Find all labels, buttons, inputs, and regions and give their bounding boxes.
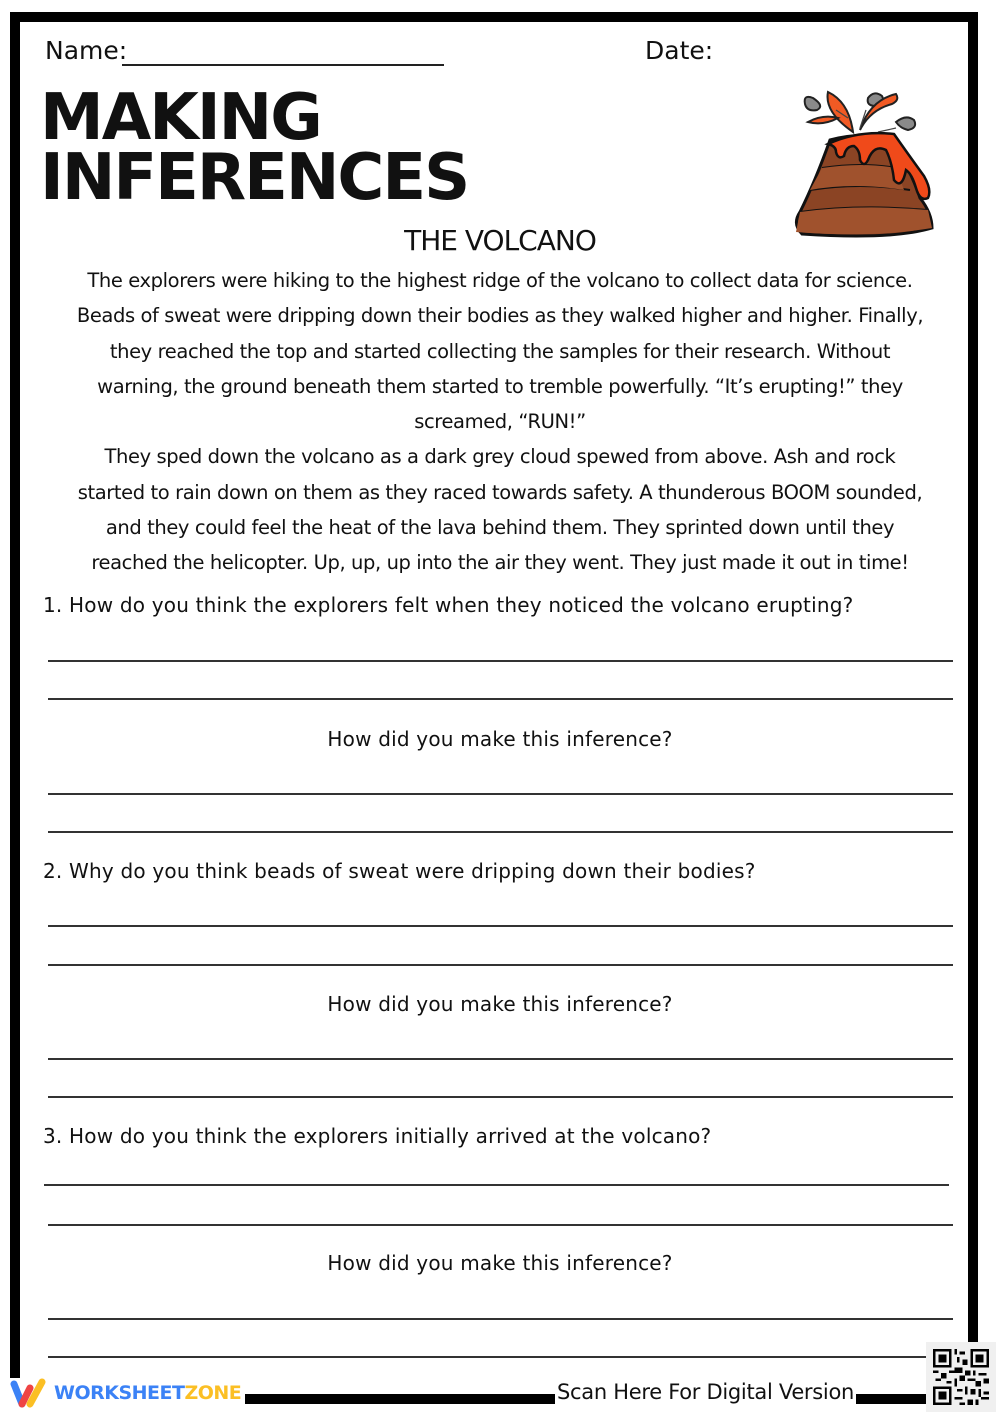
story-line: they reached the top and started collecting the samples for their research. Without	[109, 339, 891, 363]
date-label: Date:	[645, 36, 714, 65]
answer-line-3c[interactable]	[48, 1318, 953, 1320]
question-2: 2. Why do you think beads of sweat were dripping down their bodies?	[43, 859, 756, 883]
volcano-icon	[778, 80, 968, 240]
answer-line-2c[interactable]	[48, 1058, 953, 1060]
answer-line-3d[interactable]	[48, 1356, 928, 1358]
answer-line-2d[interactable]	[48, 1096, 953, 1098]
logo-mark-icon	[10, 1378, 50, 1408]
story-line: screamed, “RUN!”	[414, 410, 586, 434]
follow-up-2: How did you make this inference?	[327, 992, 673, 1016]
name-label: Name:	[45, 36, 128, 65]
answer-line-1a[interactable]	[48, 660, 953, 662]
follow-up-1: How did you make this inference?	[327, 727, 673, 751]
story-line: started to rain down on them as they raced towards safety. A thunderous BOOM sounded,	[77, 480, 923, 504]
story-line: They sped down the volcano as a dark grey cloud spewed from above. Ash and rock	[104, 445, 896, 469]
story-line: and they could feel the heat of the lava behind them. They sprinted down until they	[105, 516, 895, 540]
logo-text: WORKSHEETZONE	[54, 1382, 242, 1404]
answer-line-2b[interactable]	[48, 964, 953, 966]
story-line: Beads of sweat were dripping down their bodies as they walked higher and higher. Finally,	[76, 304, 924, 328]
story-line: warning, the ground beneath them started to tremble powerfully. “It’s erupting!” they	[97, 374, 903, 398]
story-text	[38, 263, 962, 581]
answer-line-1b[interactable]	[48, 698, 953, 700]
scan-text: Scan Here For Digital Version	[557, 1380, 855, 1404]
answer-line-3b[interactable]	[48, 1224, 953, 1226]
follow-up-3: How did you make this inference?	[327, 1251, 673, 1275]
question-1: 1. How do you think the explorers felt when they noticed the volcano erupting?	[43, 593, 854, 617]
answer-line-1c[interactable]	[48, 793, 953, 795]
story-line: The explorers were hiking to the highest ridge of the volcano to collect data for science.	[87, 269, 913, 292]
name-field[interactable]	[122, 64, 444, 66]
question-3: 3. How do you think the explorers initially arrived at the volcano?	[43, 1124, 712, 1148]
answer-line-3a[interactable]	[44, 1184, 949, 1186]
qr-code-icon[interactable]	[926, 1342, 996, 1412]
page-title	[40, 81, 469, 215]
title-line-1: MAKING	[40, 81, 321, 155]
title-line-2: INFERENCES	[40, 141, 469, 215]
answer-line-2a[interactable]	[48, 925, 953, 927]
story-line: reached the helicopter. Up, up, up into the air they went. They just made it out in time!	[91, 551, 909, 575]
worksheetzone-logo[interactable]	[10, 1378, 245, 1408]
story-title: THE VOLCANO	[404, 224, 596, 257]
answer-line-1d[interactable]	[48, 831, 953, 833]
